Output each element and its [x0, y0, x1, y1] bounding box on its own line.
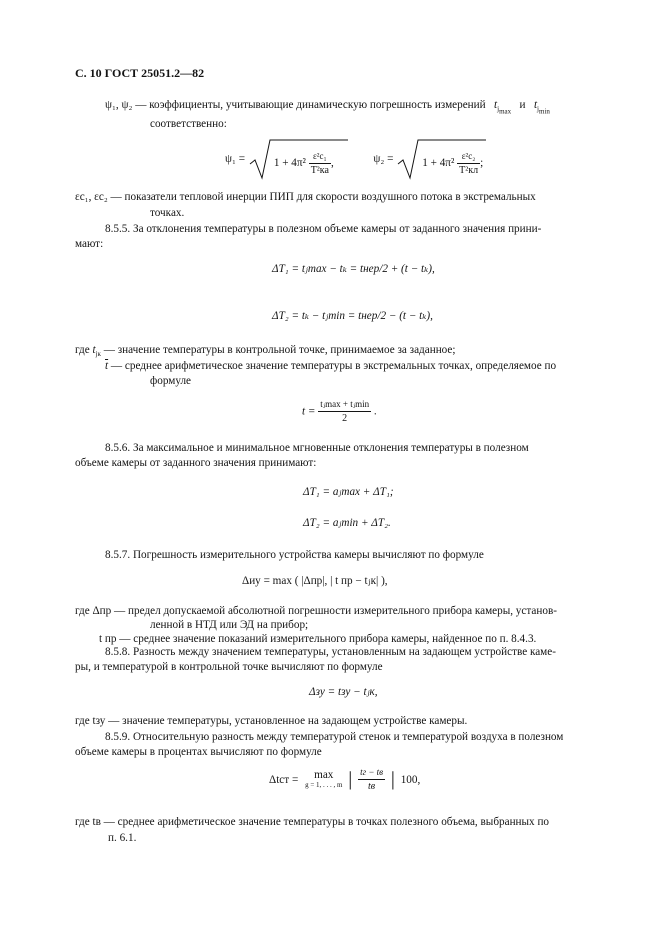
- formula-diu: Δиу = max ( |Δпр|, | t пр − tⱼк| ),: [242, 575, 388, 587]
- tavg-den: 2: [342, 413, 348, 424]
- where2-line1: [75, 604, 557, 618]
- formula-dt2: ΔT₂ = tₖ − tⱼmin = tнер/2 − (t − tₖ),: [272, 310, 433, 322]
- where3-line: где tзу — значение температуры, установленное на задающем устройстве камеры.: [75, 715, 468, 727]
- where1-lead: где: [75, 344, 90, 356]
- dtst-end: 100,: [400, 773, 421, 786]
- tavg-num: tⱼmax + tⱼmin: [318, 398, 371, 412]
- dtst-den: tв: [368, 781, 376, 792]
- p857-line1: 8.5.7. Погрешность измерительного устройства камеры вычисляют по формуле: [105, 549, 484, 561]
- formula-dt1: ΔT₁ = tⱼmax − tₖ = tнер/2 + (t − tₖ),: [272, 263, 435, 275]
- psi1-radicand: 1 + 4π²: [273, 157, 306, 170]
- where1-t-description: — среднее арифметическое значение температуры в экстремальных точках, определяемое по: [110, 360, 557, 372]
- where1-description: — значение температуры в контрольной точке, принимаемое за заданное;: [103, 344, 456, 356]
- psi2-den: T²кл: [459, 165, 479, 176]
- abs-bar-left: |: [348, 768, 353, 790]
- where1-t-line: $\overline{t}$ — среднее арифметическое значение температуры в экстремальных точках, определяемое по: [105, 360, 557, 372]
- where1-t-line2: формуле: [150, 375, 191, 387]
- dtst-max: max: [314, 769, 334, 781]
- dtst-max-sub: g = 1, . . . , m: [305, 781, 343, 789]
- eps-description: показатели тепловой инерции ПИП для скорости воздушного потока в экстремальных: [124, 191, 536, 203]
- formula-dT2: ΔT₂ = aⱼmin + ΔT₂.: [303, 517, 391, 529]
- tavg-lhs: t =: [302, 405, 316, 418]
- eps-definition: [75, 190, 536, 204]
- formula-tavg: [302, 398, 377, 425]
- p855-line2: мают:: [75, 238, 104, 250]
- p855-line1: 8.5.5. За отклонения температуры в полезном объеме камеры от заданного значения прини-: [105, 223, 542, 235]
- where4-line2: п. 6.1.: [108, 832, 137, 844]
- p856-line2: объеме камеры от заданного значения принимают:: [75, 457, 317, 469]
- psi1-den: T²ка: [310, 165, 329, 176]
- page-header: С. 10 ГОСТ 25051.2—82: [75, 66, 205, 80]
- psi1-lhs: ψ₁ =: [225, 153, 246, 165]
- psi-and: и: [519, 99, 526, 111]
- where2-t-line: t пр — среднее значение показаний измерительного прибора камеры, найденное по п. 8.4.3.: [99, 633, 537, 645]
- psi2-lhs: ψ₂ =: [373, 153, 394, 165]
- psi1-num: ε²c₁: [309, 150, 331, 164]
- eps-symbols: εс₁, εс₂ —: [75, 191, 122, 203]
- psi2-num: ε²c₂: [457, 150, 480, 164]
- psi-formula: [225, 138, 492, 180]
- where2-lead: где Δпр —: [75, 605, 126, 617]
- psi1-sep: ,: [330, 157, 334, 170]
- abs-bar-right: |: [390, 768, 395, 790]
- psi-description: коэффициенты, учитывающие динамическую погрешность измерений: [149, 99, 486, 111]
- dtst-num: tг − tв: [358, 766, 385, 780]
- where1-line1: где $t_{jк}$ — значение температуры в контрольной точке, принимаемое за заданное;: [75, 344, 456, 359]
- psi1-sqrt: [248, 138, 348, 180]
- psi2-sep: ;: [480, 157, 484, 170]
- psi-definition: ψ₁, ψ₂ — коэффициенты, учитывающие динамическую погрешность измерений $t_{j_{max}}$ и $t_{j_{min}}$: [105, 99, 550, 116]
- p856-line1: 8.5.6. За максимальное и минимальное мгновенные отклонения температуры в полезном: [105, 442, 529, 454]
- formula-dT1: ΔT₁ = aⱼmax + ΔT₁;: [303, 486, 394, 498]
- dtst-lhs: Δtст =: [269, 773, 299, 786]
- where2-description: предел допускаемой абсолютной погрешности измерительного прибора камеры, установ-: [128, 605, 557, 617]
- formula-dtst: [269, 766, 420, 806]
- psi2-radicand: 1 + 4π²: [422, 157, 455, 170]
- p858-line2: ры, и температурой в контрольной точке вычисляют по формуле: [75, 661, 383, 673]
- tavg-end: .: [373, 405, 377, 418]
- p859-line1: 8.5.9. Относительную разность между температурой стенок и температурой воздуха в полезном: [105, 731, 564, 743]
- p859-line2: объеме камеры в процентах вычисляют по формуле: [75, 746, 322, 758]
- psi-symbols: ψ₁, ψ₂ —: [105, 99, 147, 111]
- p858-line1: 8.5.8. Разность между значением температуры, установленным на задающем устройстве каме-: [105, 646, 556, 658]
- where2-line2: ленной в НТД или ЭД на прибор;: [150, 619, 309, 631]
- formula-dzy: Δзу = tзу − tⱼк,: [309, 686, 378, 698]
- eps-line2: точках.: [150, 207, 185, 219]
- where4-line1: где tв — среднее арифметическое значение температуры в точках полезного объема, выбранных по: [75, 816, 550, 828]
- psi-line2: соответственно:: [150, 118, 227, 130]
- psi2-sqrt: [396, 138, 492, 180]
